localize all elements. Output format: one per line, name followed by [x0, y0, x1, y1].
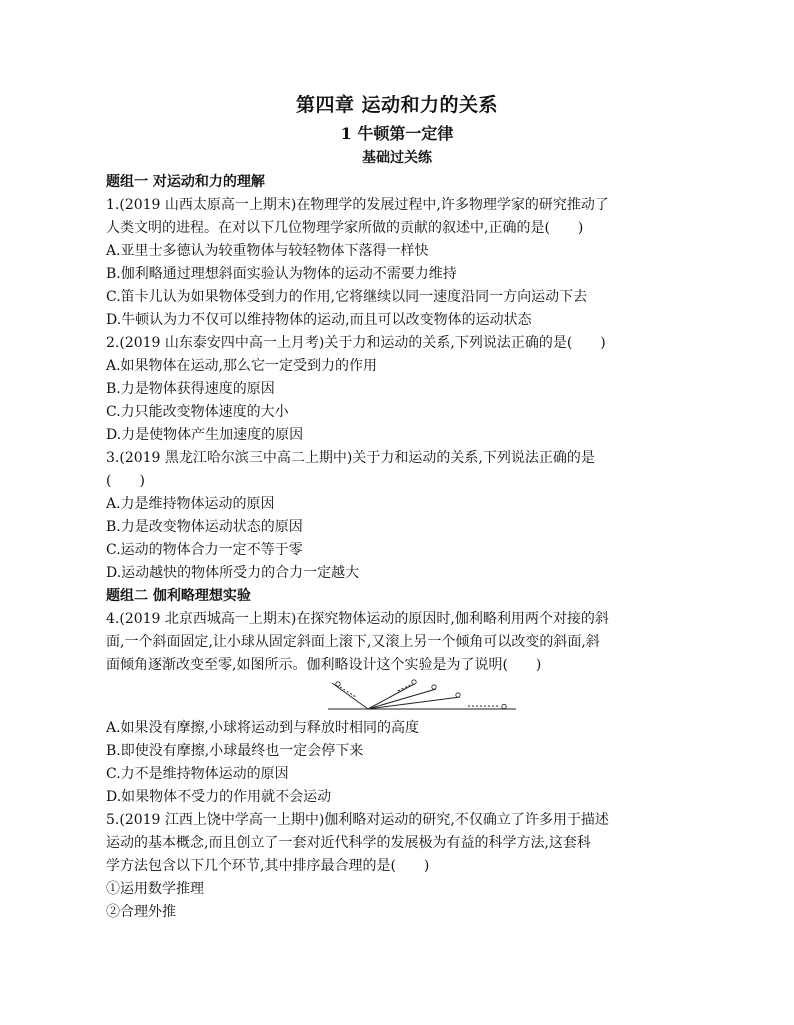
question-5-source: 江西上饶中学高一上期中: [164, 812, 319, 828]
question-3-source: 黑龙江哈尔滨三中高二上期中: [164, 450, 347, 466]
question-4-source: 北京西城高一上期末: [164, 611, 291, 627]
question-2-number: 2.(2019: [106, 335, 165, 351]
question-4-number: 4.(2019: [106, 611, 165, 627]
question-5-step-2: ②合理外推: [106, 904, 176, 920]
question-1-stem-line: 人类文明的进程。在对以下几位物理学家所做的贡献的叙述中,正确的是( ): [106, 220, 584, 236]
question-4-option-a: A.如果没有摩擦,小球将运动到与释放时相同的高度: [106, 720, 420, 736]
question-1-option-a: A.亚里士多德认为较重物体与较轻物体下落得一样快: [106, 243, 429, 259]
question-1-option-c: C.笛卡儿认为如果物体受到力的作用,它将继续以同一速度沿同一方向运动下去: [106, 289, 588, 305]
ball-medium: [432, 685, 436, 689]
chapter-title: 第四章 运动和力的关系: [295, 94, 499, 116]
question-5-number: 5.(2019: [106, 812, 165, 828]
steep-incline: [368, 683, 416, 709]
question-1-source: 山西太原高一上期末: [164, 197, 291, 213]
inclined-plane-diagram: [328, 679, 518, 715]
question-3-answer-blank: ( ): [106, 473, 145, 489]
inclined-plane-figure: [106, 677, 686, 717]
question-3-option-d: D.运动越快的物体所受力的合力一定越大: [106, 565, 360, 581]
question-2-option-d: D.力是使物体产生加速度的原因: [106, 427, 304, 443]
question-3-number: 3.(2019: [106, 450, 165, 466]
question-1-stem-line: )在物理学的发展过程中,许多物理学家的研究推动了: [290, 197, 609, 213]
exercise-subtitle: 基础过关练: [362, 150, 432, 166]
ball-start: [336, 682, 340, 686]
question-2-source: 山东泰安四中高一上月考: [164, 335, 319, 351]
question-4-stem-line: 面倾角逐渐改变至零,如图所示。伽利略设计这个实验是为了说明( ): [106, 657, 542, 673]
question-1-number: 1.(2019: [106, 197, 165, 213]
question-2-stem-line: )关于力和运动的关系,下列说法正确的是( ): [318, 335, 606, 351]
motion-arrow-right: [398, 685, 410, 691]
motion-arrow-left: [340, 687, 356, 697]
question-5-stem: [106, 809, 686, 832]
fixed-incline: [332, 683, 368, 709]
question-2-option-a: A.如果物体在运动,那么它一定受到力的作用: [106, 358, 378, 374]
question-2-option-c: C.力只能改变物体速度的大小: [106, 404, 289, 420]
ball-flat: [502, 704, 506, 708]
question-4-option-c: C.力不是维持物体运动的原因: [106, 766, 289, 782]
question-4-stem: [106, 608, 686, 631]
question-4-option-b: B.即使没有摩擦,小球最终也一定会停下来: [106, 743, 364, 759]
question-5-step-1: ①运用数学推理: [106, 881, 204, 897]
question-list: [106, 171, 686, 924]
question-3-stem-line: )关于力和运动的关系,下列说法正确的是: [346, 450, 595, 466]
medium-incline: [368, 689, 436, 709]
question-2-stem: [106, 332, 686, 355]
question-1-option-b: B.伽利略通过理想斜面实验认为物体的运动不需要力维持: [106, 266, 457, 282]
question-4-stem-line: 面,一个斜面固定,让小球从固定斜面上滚下,又滚上另一个倾角可以改变的斜面,斜: [106, 634, 600, 650]
question-5-stem-line: 运动的基本概念,而且创立了一套对近代科学的发展极为有益的科学方法,这套科: [106, 835, 591, 851]
ball-shallow: [456, 693, 460, 697]
ball-steep: [412, 680, 416, 684]
question-5-stem-line: )伽利略对运动的研究,不仅确立了许多用于描述: [318, 812, 609, 828]
question-5-stem-line: 学方法包含以下几个环节,其中排序最合理的是( ): [106, 858, 430, 874]
question-3-stem: [106, 447, 686, 470]
section-title: 1 牛顿第一定律: [340, 124, 454, 143]
question-3-option-b: B.力是改变物体运动状态的原因: [106, 519, 303, 535]
question-3-option-c: C.运动的物体合力一定不等于零: [106, 542, 303, 558]
question-4-stem-line: )在探究物体运动的原因时,伽利略利用两个对接的斜: [290, 611, 609, 627]
group-heading-1: 题组一 对运动和力的理解: [106, 174, 265, 190]
shallow-incline: [368, 697, 460, 709]
question-2-option-b: B.力是物体获得速度的原因: [106, 381, 275, 397]
question-1-option-d: D.牛顿认为力不仅可以维持物体的运动,而且可以改变物体的运动状态: [106, 312, 532, 328]
group-heading-2: 题组二 伽利略理想实验: [106, 588, 251, 604]
question-4-option-d: D.如果物体不受力的作用就不会运动: [106, 789, 332, 805]
question-1-stem: [106, 194, 686, 217]
question-3-option-a: A.力是维持物体运动的原因: [106, 496, 275, 512]
